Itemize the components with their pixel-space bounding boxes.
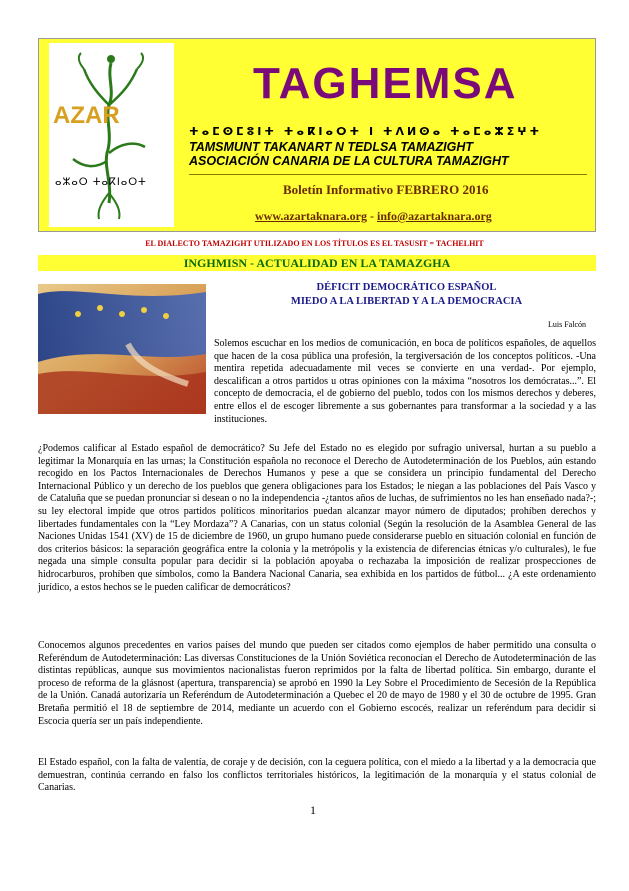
article-image (38, 284, 206, 414)
association-name-spanish: ASOCIACIÓN CANARIA DE LA CULTURA TAMAZIGHT (189, 154, 509, 168)
article-paragraph-2: ¿Podemos calificar al Estado español de democrático? Su Jefe del Estado no es elegido por sufragio universal, hurtan a su pueblo a legitimar la Monarquía en las urnas; la Constitución española no reconoce el Derecho de Autodeterminación de los Pueblos, aún estando recogido en los Pactos Internacionales de Derechos Humanos y pese a que se considera un principio fundamental del Derecho Internacional Público y un derecho de los pueblos que genera obligaciones para los Estados; le niegan a las poblaciones del País Vasco y de Cataluña que se puedan pronunciar si desean o no la independencia -¿tantos años de luchas, de sufrimientos no les han enseñado nada?-; su ley electoral impide que otros partidos políticos minoritarios puedan alcanzar mayor número de diputados; prohíben derechos y libertades fundamentales con la “Ley Mordaza”? A Canarias, con un status colonial (Según la resolución de la Asamblea General de las Naciones Unidas 1541 (XV) de 15 de diciembre de 1960, un grupo humano puede considerarse pueblo en situación colonial en función de dos criterios básicos: la separación geográfica entre la colonia y la metrópolis y la existencia de diferencias étnicas y/o culturales), le fue negada una simple consulta popular para decidir si la población apoyaba o rechazaba la imposición de realizar prospecciones de hidrocarburos, prohíben que símbolos, como la Bandera Nacional Canaria, sea exhibida en los partidos de fútbol... ¿A este ordenamiento jurídico, a estos hechos se le pueden calificar de democráticos? (38, 443, 596, 593)
page-number: 1 (310, 803, 316, 817)
email-link[interactable]: info@azartaknara.org (376, 209, 492, 223)
newsletter-title: TAGHEMSA (253, 59, 518, 108)
article-paragraph-3: Conocemos algunos precedentes en varios países del mundo que pueden ser citados como ejemplos de haber permitido una consulta o Referéndum de Autodeterminación: Las diversas Constituciones de la Unión Soviética reconocían el Derecho de Autodeterminación de las distintas repúblicas, aunque sus movimientos nacionalistas fueron reprimidos por la falta de libertad política. Sin embargo, durante el proceso de reforma de la glásnost (apertura, transparencia) se aprobó en 1990 la Ley Sobre el Procedimiento de Secesión de la República de la Unión. Canadá autorizaría un Referéndum de Autodeterminación a Quebec el 20 de mayo de 1980 y el 30 de octubre de 1995. Gran Bretaña permitió el 18 de septiembre de 2014, mediante un acuerdo con el Gobierno escocés, realizar un referéndum para decidir si Escocia quería ser un país independiente. (38, 640, 596, 727)
tifinagh-title: ⵜⴰⵎⵙⵎⵓⵏⵜ ⵜⴰⴽⵏⴰⵔⵜ ⵏ ⵜⴷⵍⵙⴰ ⵜⴰⵎⴰⵣⵉⵖⵜ (189, 125, 543, 138)
article-paragraph-4: El Estado español, con la falta de valentía, de coraje y de decisión, con la ceguera política, con el miedo a la libertad y a la democracia que demuestran, continúa cerrando en falso los conflictos territoriales históricos, la legitimación de la monarquía y el status colonial de Canarias. (38, 757, 596, 794)
logo-azar-text: AZAR (53, 102, 120, 129)
article-title-line-1: DÉFICIT DEMOCRÁTICO ESPAÑOL (316, 282, 497, 293)
article-paragraph-1: Solemos escuchar en los medios de comunicación, en boca de políticos españoles, de aquellos que hacen de la cosa pública una profesión, la tergiversación de los conceptos políticos. -Una mentira repetida adecuadamente mil veces se convierte en una verdad-. Por ejemplo, descalifican a otros partidos u otras opiniones con la máxima “nosotros los demócratas...”. El concepto de democracia, el de gobierno del pueblo, todos con los mismos derechos y deberes, entre ellos el de escoger libremente a sus gobernantes para transformar a la sociedad y a las instituciones. (214, 338, 596, 425)
newsletter-header (38, 38, 596, 232)
azar-logo (49, 43, 174, 227)
bulletin-date: Boletín Informativo FEBRERO 2016 (283, 182, 489, 197)
header-divider (189, 174, 587, 175)
association-name-tamazight: TAMSMUNT TAKANART N TEDLSA TAMAZIGHT (189, 140, 473, 154)
article-title-line-2: MIEDO A LA LIBERTAD Y A LA DEMOCRACIA (290, 296, 523, 307)
dialect-note: EL DIALECTO TAMAZIGHT UTILIZADO EN LOS TÍTULOS ES EL TASUSIT = TACHELHIT (145, 239, 484, 248)
logo-tifinagh-text: ⴰⵣⴰⵔ ⵜⴰⴽⵏⴰⵔⵜ (55, 177, 147, 188)
article-author: Luis Falcón (548, 320, 586, 329)
link-separator: - (366, 209, 377, 223)
article-title (214, 281, 599, 309)
section-title: INGHMISN - ACTUALIDAD EN LA TAMAZGHA (38, 255, 596, 271)
website-link[interactable]: www.azartaknara.org (255, 209, 367, 223)
contact-links (255, 209, 492, 224)
